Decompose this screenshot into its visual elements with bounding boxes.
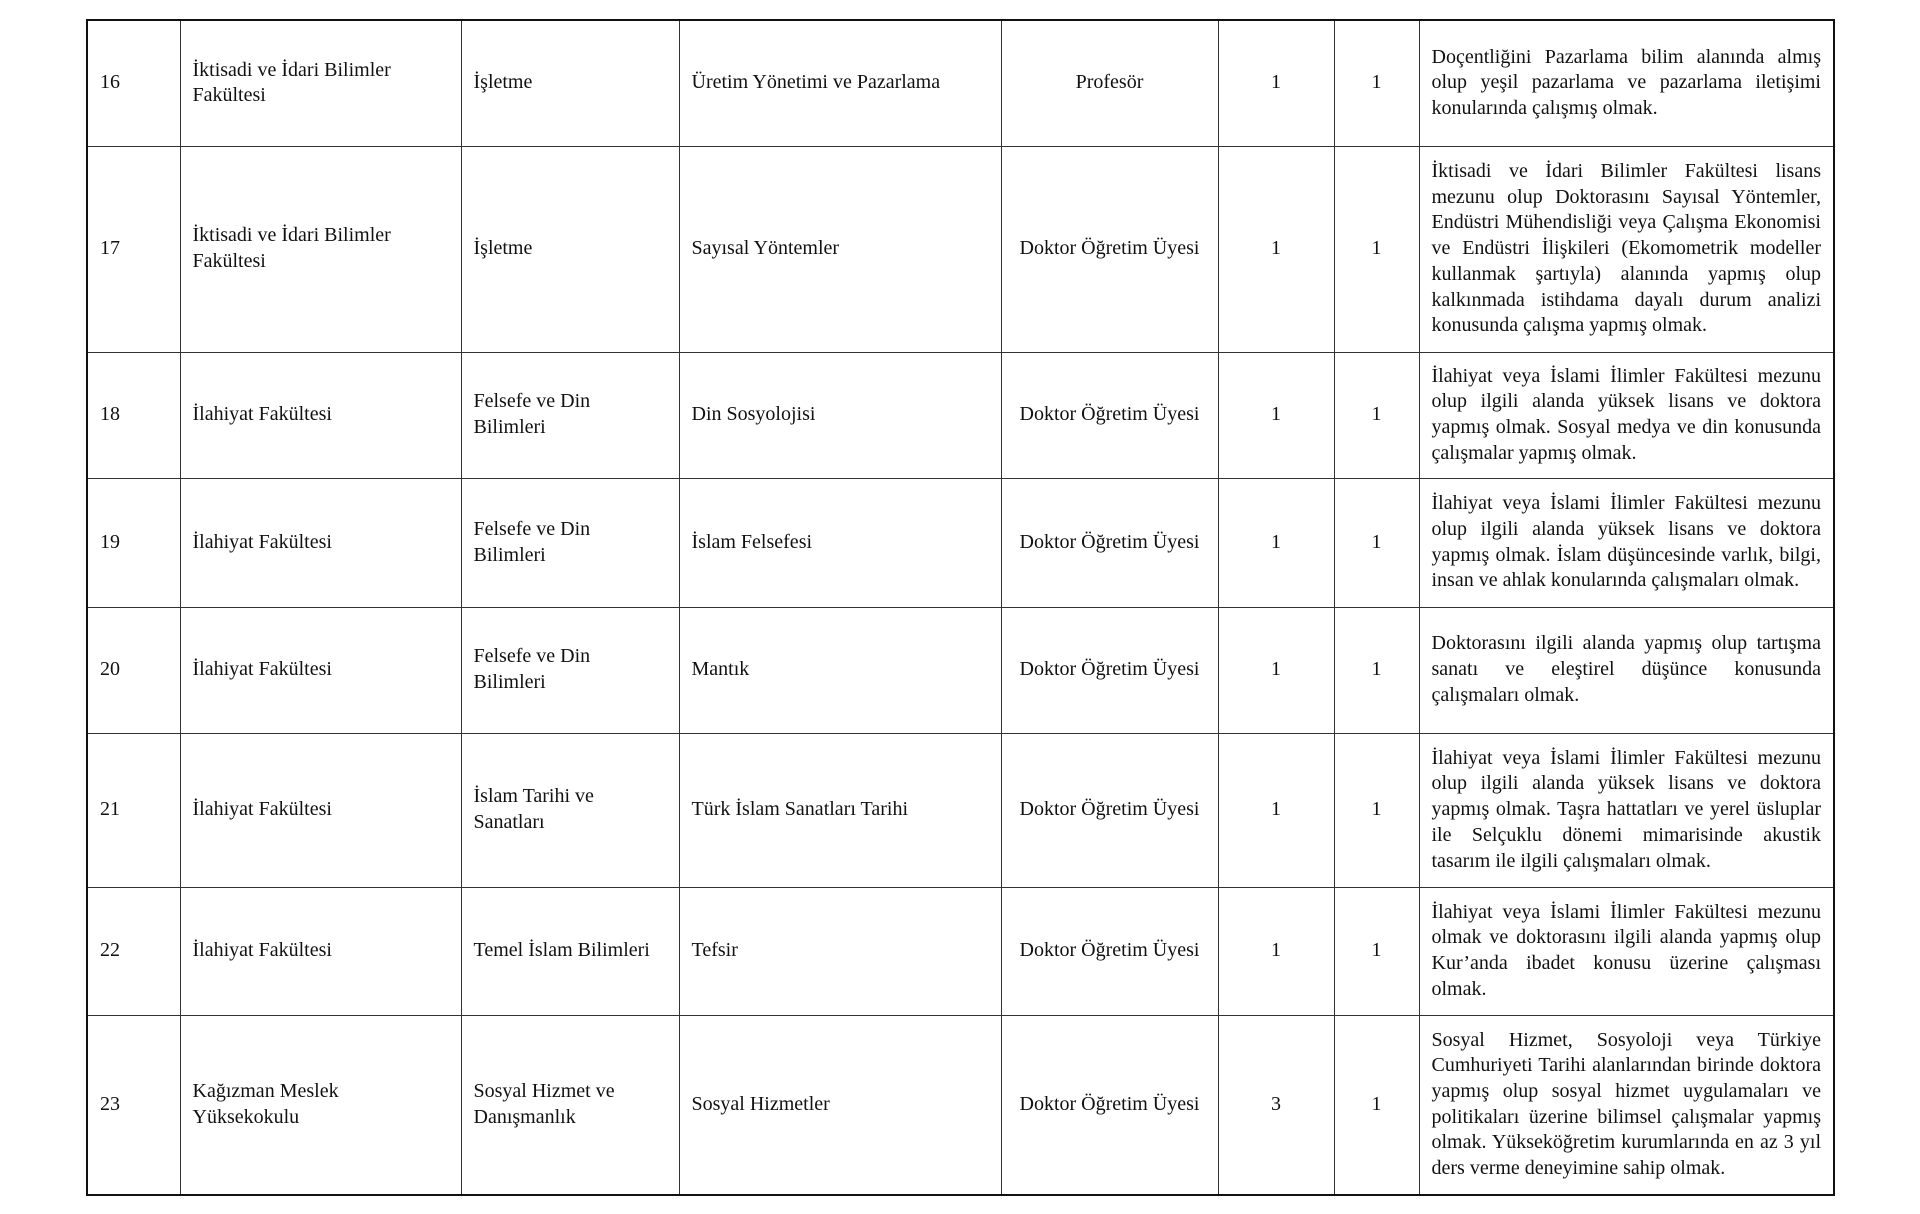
position-count: 1	[1334, 478, 1419, 607]
requirement-text: Doktorasını ilgili alanda yapmış olup tartışma sanatı ve eleştirel düşünce konusunda çalışmaları olmak.	[1419, 607, 1834, 733]
table-row	[87, 733, 1834, 887]
table-row	[87, 607, 1834, 733]
degree-value: 1	[1218, 607, 1334, 733]
field-name: İslam Felsefesi	[679, 478, 1001, 607]
department-name: Felsefe ve Din Bilimleri	[461, 607, 679, 733]
table-row	[87, 146, 1834, 352]
academic-title: Doktor Öğretim Üyesi	[1001, 352, 1218, 478]
department-name: Felsefe ve Din Bilimleri	[461, 478, 679, 607]
academic-title: Profesör	[1001, 20, 1218, 146]
requirement-text: İlahiyat veya İslami İlimler Fakültesi mezunu olup ilgili alanda yüksek lisans ve doktora yapmış olmak. Taşra hattatları ve yerel üsluplar ile Selçuklu dönemi mimarisinde akustik tasarım ile ilgili çalışmaları olmak.	[1419, 733, 1834, 887]
academic-title: Doktor Öğretim Üyesi	[1001, 733, 1218, 887]
faculty-name: İlahiyat Fakültesi	[180, 352, 461, 478]
field-name: Türk İslam Sanatları Tarihi	[679, 733, 1001, 887]
degree-value: 1	[1218, 733, 1334, 887]
degree-value: 1	[1218, 478, 1334, 607]
table-row	[87, 1015, 1834, 1195]
row-number: 20	[87, 607, 180, 733]
row-number: 17	[87, 146, 180, 352]
requirement-text: Sosyal Hizmet, Sosyoloji veya Türkiye Cumhuriyeti Tarihi alanlarından birinde doktora yapmış olup sosyal hizmet uygulamaları ve politikaları üzerine bilimsel çalışmalar yapmış olmak. Yükseköğretim kurumlarında en az 3 yıl ders verme deneyimine sahip olmak.	[1419, 1015, 1834, 1195]
field-name: Tefsir	[679, 887, 1001, 1015]
row-number: 16	[87, 20, 180, 146]
table-row	[87, 352, 1834, 478]
position-count: 1	[1334, 20, 1419, 146]
faculty-name: İktisadi ve İdari Bilimler Fakültesi	[180, 146, 461, 352]
row-number: 21	[87, 733, 180, 887]
requirement-text: İlahiyat veya İslami İlimler Fakültesi mezunu olmak ve doktorasını ilgili alanda yapmış olup Kur’anda ibadet konusu üzerine çalışması olmak.	[1419, 887, 1834, 1015]
faculty-name: İlahiyat Fakültesi	[180, 733, 461, 887]
department-name: Sosyal Hizmet ve Danışmanlık	[461, 1015, 679, 1195]
requirement-text: İktisadi ve İdari Bilimler Fakültesi lisans mezunu olup Doktorasını Sayısal Yöntemler, Endüstri Mühendisliği veya Çalışma Ekonomisi ve Endüstri İlişkileri (Ekomometrik modeller kullanmak şartıyla) alanında yapmış olup kalkınmada istihdama dayalı durum analizi konusunda çalışma yapmış olmak.	[1419, 146, 1834, 352]
department-name: Felsefe ve Din Bilimleri	[461, 352, 679, 478]
field-name: Din Sosyolojisi	[679, 352, 1001, 478]
position-count: 1	[1334, 733, 1419, 887]
table-row	[87, 887, 1834, 1015]
department-name: İslam Tarihi ve Sanatları	[461, 733, 679, 887]
degree-value: 3	[1218, 1015, 1334, 1195]
row-number: 19	[87, 478, 180, 607]
academic-title: Doktor Öğretim Üyesi	[1001, 146, 1218, 352]
requirement-text: İlahiyat veya İslami İlimler Fakültesi mezunu olup ilgili alanda yüksek lisans ve doktora yapmış olmak. İslam düşüncesinde varlık, bilgi, insan ve ahlak konularında çalışmaları olmak.	[1419, 478, 1834, 607]
faculty-name: İlahiyat Fakültesi	[180, 478, 461, 607]
academic-title: Doktor Öğretim Üyesi	[1001, 478, 1218, 607]
department-name: Temel İslam Bilimleri	[461, 887, 679, 1015]
row-number: 22	[87, 887, 180, 1015]
degree-value: 1	[1218, 887, 1334, 1015]
faculty-name: İlahiyat Fakültesi	[180, 887, 461, 1015]
positions-table	[86, 19, 1835, 1196]
field-name: Sosyal Hizmetler	[679, 1015, 1001, 1195]
degree-value: 1	[1218, 352, 1334, 478]
degree-value: 1	[1218, 20, 1334, 146]
department-name: İşletme	[461, 146, 679, 352]
position-count: 1	[1334, 607, 1419, 733]
field-name: Üretim Yönetimi ve Pazarlama	[679, 20, 1001, 146]
faculty-name: İlahiyat Fakültesi	[180, 607, 461, 733]
row-number: 18	[87, 352, 180, 478]
academic-title: Doktor Öğretim Üyesi	[1001, 607, 1218, 733]
academic-title: Doktor Öğretim Üyesi	[1001, 887, 1218, 1015]
faculty-name: Kağızman Meslek Yüksekokulu	[180, 1015, 461, 1195]
academic-title: Doktor Öğretim Üyesi	[1001, 1015, 1218, 1195]
requirement-text: İlahiyat veya İslami İlimler Fakültesi mezunu olup ilgili alanda yüksek lisans ve doktora yapmış olmak. Sosyal medya ve din konusunda çalışmalar yapmış olmak.	[1419, 352, 1834, 478]
requirement-text: Doçentliğini Pazarlama bilim alanında almış olup yeşil pazarlama ve pazarlama iletişimi konularında çalışmış olmak.	[1419, 20, 1834, 146]
faculty-name: İktisadi ve İdari Bilimler Fakültesi	[180, 20, 461, 146]
department-name: İşletme	[461, 20, 679, 146]
position-count: 1	[1334, 352, 1419, 478]
table-row	[87, 478, 1834, 607]
position-count: 1	[1334, 1015, 1419, 1195]
field-name: Sayısal Yöntemler	[679, 146, 1001, 352]
field-name: Mantık	[679, 607, 1001, 733]
table-row	[87, 20, 1834, 146]
row-number: 23	[87, 1015, 180, 1195]
position-count: 1	[1334, 887, 1419, 1015]
position-count: 1	[1334, 146, 1419, 352]
degree-value: 1	[1218, 146, 1334, 352]
